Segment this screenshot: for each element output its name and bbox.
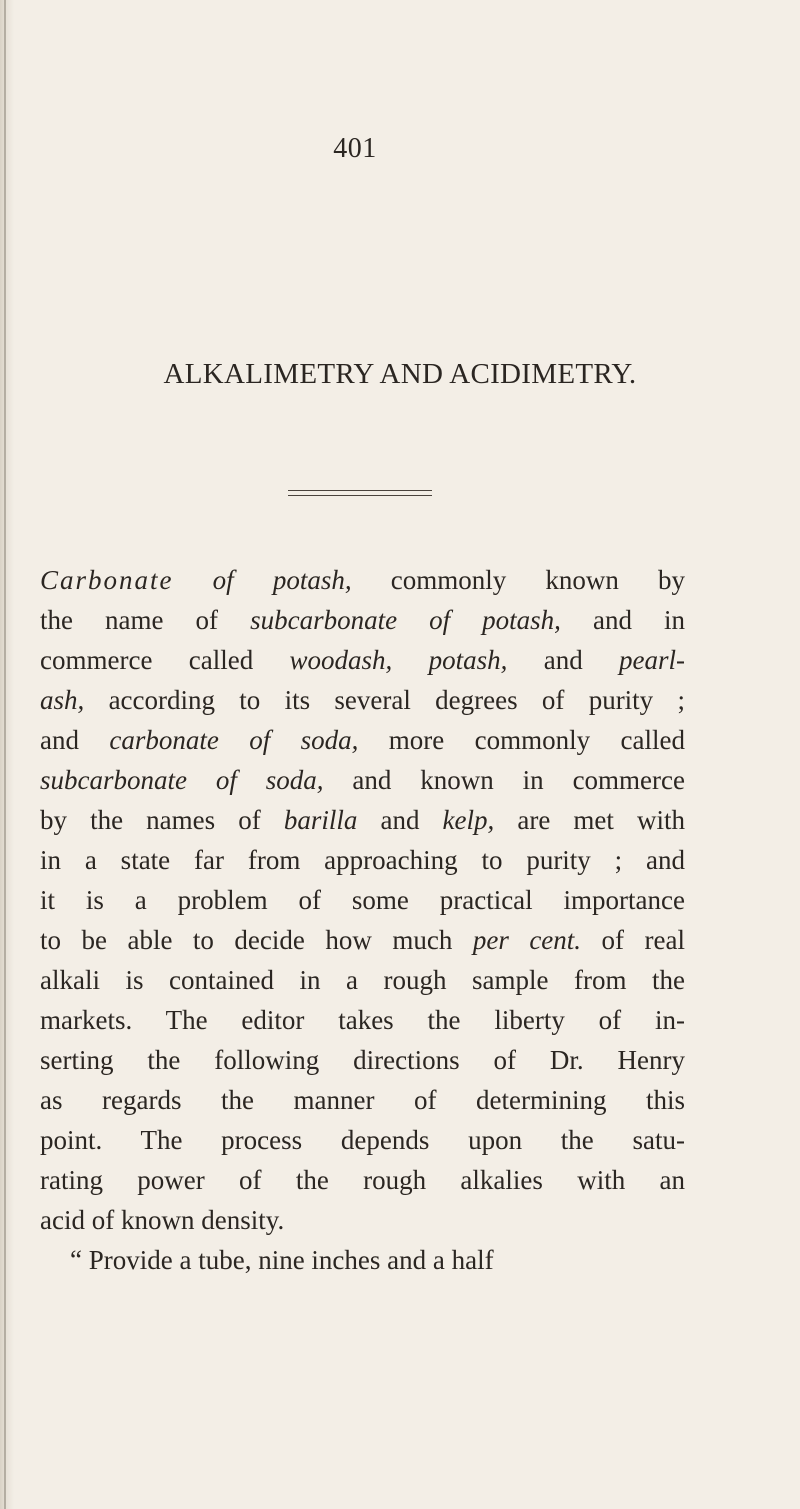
text-line <box>40 1200 685 1240</box>
text-line <box>40 640 685 680</box>
text-run: and known in commerce <box>323 765 685 795</box>
text-run: according to its several degrees of purity ; <box>84 685 685 715</box>
page-number: 401 <box>333 133 377 164</box>
text-run: and in <box>560 605 685 635</box>
italic-term: per cent. <box>472 925 582 955</box>
text-run: acid of known density. <box>40 1205 285 1235</box>
italic-term: subcarbonate of potash, <box>250 605 561 635</box>
text-run: alkali is contained in a rough sample from the <box>40 965 685 995</box>
text-run: point. The process depends upon the satu- <box>40 1125 685 1155</box>
text-run: the name of <box>40 605 251 635</box>
text-run: commonly known by <box>351 565 685 595</box>
chapter-heading: ALKALIMETRY AND ACIDIMETRY. <box>163 358 637 390</box>
body-paragraph <box>40 560 685 1280</box>
heading-rule-top <box>288 490 432 491</box>
text-run: of real <box>581 925 685 955</box>
text-run: serting the following directions of Dr. Henry <box>40 1045 685 1075</box>
text-run <box>174 565 213 595</box>
text-line <box>40 1160 685 1200</box>
heading-rule-bottom <box>288 495 432 496</box>
text-line <box>40 960 685 1000</box>
text-run: by the names of <box>40 805 284 835</box>
text-run: “ Provide a tube, nine inches and a half <box>70 1245 494 1275</box>
text-run: more commonly called <box>358 725 685 755</box>
page-spine-shadow <box>0 0 14 1509</box>
text-line <box>40 1120 685 1160</box>
text-line <box>40 1040 685 1080</box>
text-run: rating power of the rough alkalies with an <box>40 1165 685 1195</box>
italic-term: barilla <box>283 805 358 835</box>
italic-term: carbonate of soda, <box>109 725 359 755</box>
italic-term: pearl- <box>619 645 686 675</box>
text-run: markets. The editor takes the liberty of in- <box>40 1005 685 1035</box>
lead-word: Carbonate <box>40 565 174 595</box>
text-run: are met with <box>494 805 686 835</box>
text-line <box>40 880 685 920</box>
text-run: and <box>40 725 110 755</box>
italic-term: ash, <box>40 685 85 715</box>
text-line <box>40 840 685 880</box>
text-line <box>40 920 685 960</box>
text-run: and <box>357 805 443 835</box>
text-run: and <box>507 645 620 675</box>
text-run: commerce called <box>40 645 290 675</box>
text-line <box>40 560 685 600</box>
italic-term: of potash, <box>212 565 352 595</box>
text-line <box>40 1000 685 1040</box>
text-line <box>40 680 685 720</box>
text-line <box>40 760 685 800</box>
page-edge-line <box>4 0 6 1509</box>
text-line <box>40 600 685 640</box>
text-run: to be able to decide how much <box>40 925 473 955</box>
italic-term: subcarbonate of soda, <box>40 765 324 795</box>
text-line <box>40 1240 685 1280</box>
text-line <box>40 1080 685 1120</box>
text-run: it is a problem of some practical importance <box>40 885 685 915</box>
text-line <box>40 800 685 840</box>
italic-term: kelp, <box>442 805 495 835</box>
text-run: in a state far from approaching to purity ; and <box>40 845 685 875</box>
text-line <box>40 720 685 760</box>
italic-term: woodash, potash, <box>289 645 508 675</box>
text-run: as regards the manner of determining this <box>40 1085 685 1115</box>
